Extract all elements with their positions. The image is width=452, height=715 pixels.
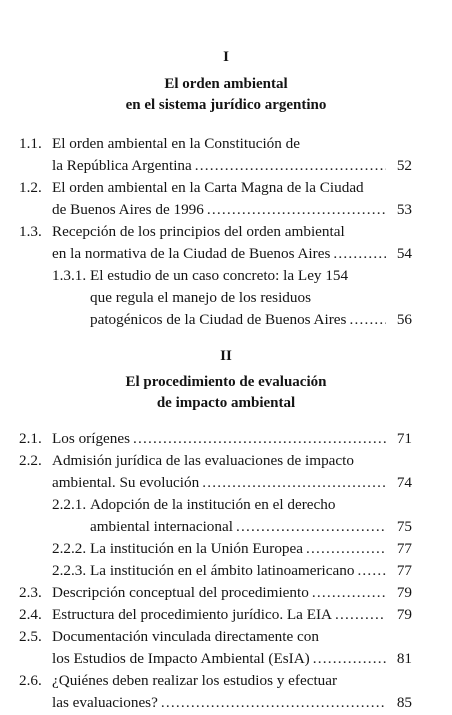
dot-leader: [133, 428, 386, 450]
dot-leader: [349, 309, 386, 331]
dot-leader: [306, 538, 386, 560]
dot-leader: [202, 472, 386, 494]
entry-text: El estudio de un caso concreto: la Ley 154: [90, 267, 349, 284]
entry-number: 1.3.1.: [52, 267, 87, 284]
entry-text: Descripción conceptual del procedimiento: [52, 584, 309, 601]
entry-text: de Buenos Aires de 1996: [52, 201, 204, 218]
entry-text: Adopción de la institución en el derecho: [90, 496, 336, 513]
entry-number: 2.6.: [19, 672, 42, 689]
section-title-line: en el sistema jurídico argentino: [125, 97, 327, 113]
toc-entry: [0, 604, 452, 626]
entry-text: que regula el manejo de los residuos: [90, 289, 311, 306]
page-number: 79: [396, 606, 412, 623]
entry-text: ambiental internacional: [90, 518, 233, 535]
page-number: 53: [396, 201, 412, 218]
toc-entry: [0, 265, 452, 331]
entry-text: Estructura del procedimiento jurídico. La EIA: [52, 606, 333, 623]
entry-text: las evaluaciones?: [52, 694, 158, 711]
dot-leader: [357, 560, 386, 582]
toc-entry: [0, 221, 452, 265]
entry-text: ¿Quiénes deben realizar los estudios y efectuar: [52, 672, 338, 689]
entry-text: El orden ambiental en la Carta Magna de la Ciudad: [52, 179, 364, 196]
toc-entry: [0, 670, 452, 714]
section-numeral: I: [223, 49, 229, 65]
entry-number: 2.2.1.: [52, 496, 87, 513]
entry-number: 2.2.: [19, 452, 42, 469]
page-number: 77: [396, 540, 412, 557]
toc-entry: [0, 560, 452, 582]
section-numeral: II: [220, 348, 232, 364]
page-number: 75: [396, 518, 412, 535]
entry-number: 2.1.: [19, 430, 42, 447]
page-number: 74: [396, 474, 412, 491]
toc-entry: [0, 133, 452, 177]
page-number: 54: [396, 245, 412, 262]
dot-leader: [195, 155, 386, 177]
entry-text: Admisión jurídica de las evaluaciones de impacto: [52, 452, 354, 469]
section-title: [0, 372, 452, 414]
entry-number: 2.2.3.: [52, 562, 87, 579]
page-number: 79: [396, 584, 412, 601]
entry-text: Los orígenes: [52, 430, 131, 447]
toc-entry: [0, 428, 452, 450]
entry-text: la República Argentina: [52, 157, 192, 174]
page-number: 56: [396, 311, 412, 328]
section-title-line: El orden ambiental: [164, 76, 288, 92]
section-title: [0, 74, 452, 116]
section-title-line: de impacto ambiental: [156, 395, 296, 411]
entry-text: La institución en la Unión Europea: [90, 540, 303, 557]
dot-leader: [333, 243, 386, 265]
dot-leader: [207, 199, 386, 221]
page-number: 52: [396, 157, 412, 174]
dot-leader: [161, 692, 386, 714]
entry-number: 1.3.: [19, 223, 42, 240]
entry-number: 2.2.2.: [52, 540, 87, 557]
dot-leader: [313, 648, 386, 670]
page-number: 85: [396, 694, 412, 711]
toc-entry: [0, 582, 452, 604]
entry-text: ambiental. Su evolución: [52, 474, 200, 491]
entry-text: en la normativa de la Ciudad de Buenos Aires: [52, 245, 331, 262]
page-number: 77: [396, 562, 412, 579]
dot-leader: [335, 604, 386, 626]
entry-number: 2.3.: [19, 584, 42, 601]
dot-leader: [312, 582, 386, 604]
section-title-line: El procedimiento de evaluación: [125, 374, 327, 390]
entry-number: 2.4.: [19, 606, 42, 623]
entry-number: 2.5.: [19, 628, 42, 645]
entry-text: La institución en el ámbito latinoamericano: [90, 562, 355, 579]
toc-entry: [0, 626, 452, 670]
entry-text: Documentación vinculada directamente con: [52, 628, 319, 645]
toc-entry: [0, 494, 452, 538]
page-number: 81: [396, 650, 412, 667]
entry-text: patogénicos de la Ciudad de Buenos Aires: [90, 311, 347, 328]
entry-text: El orden ambiental en la Constitución de: [52, 135, 300, 152]
entry-number: 1.2.: [19, 179, 42, 196]
toc-entry: [0, 177, 452, 221]
dot-leader: [236, 516, 386, 538]
toc-entry: [0, 450, 452, 494]
page-number: 71: [396, 430, 412, 447]
toc-entry: [0, 538, 452, 560]
entry-text: Recepción de los principios del orden ambiental: [52, 223, 345, 240]
entry-text: los Estudios de Impacto Ambiental (EsIA): [52, 650, 310, 667]
entry-number: 1.1.: [19, 135, 42, 152]
